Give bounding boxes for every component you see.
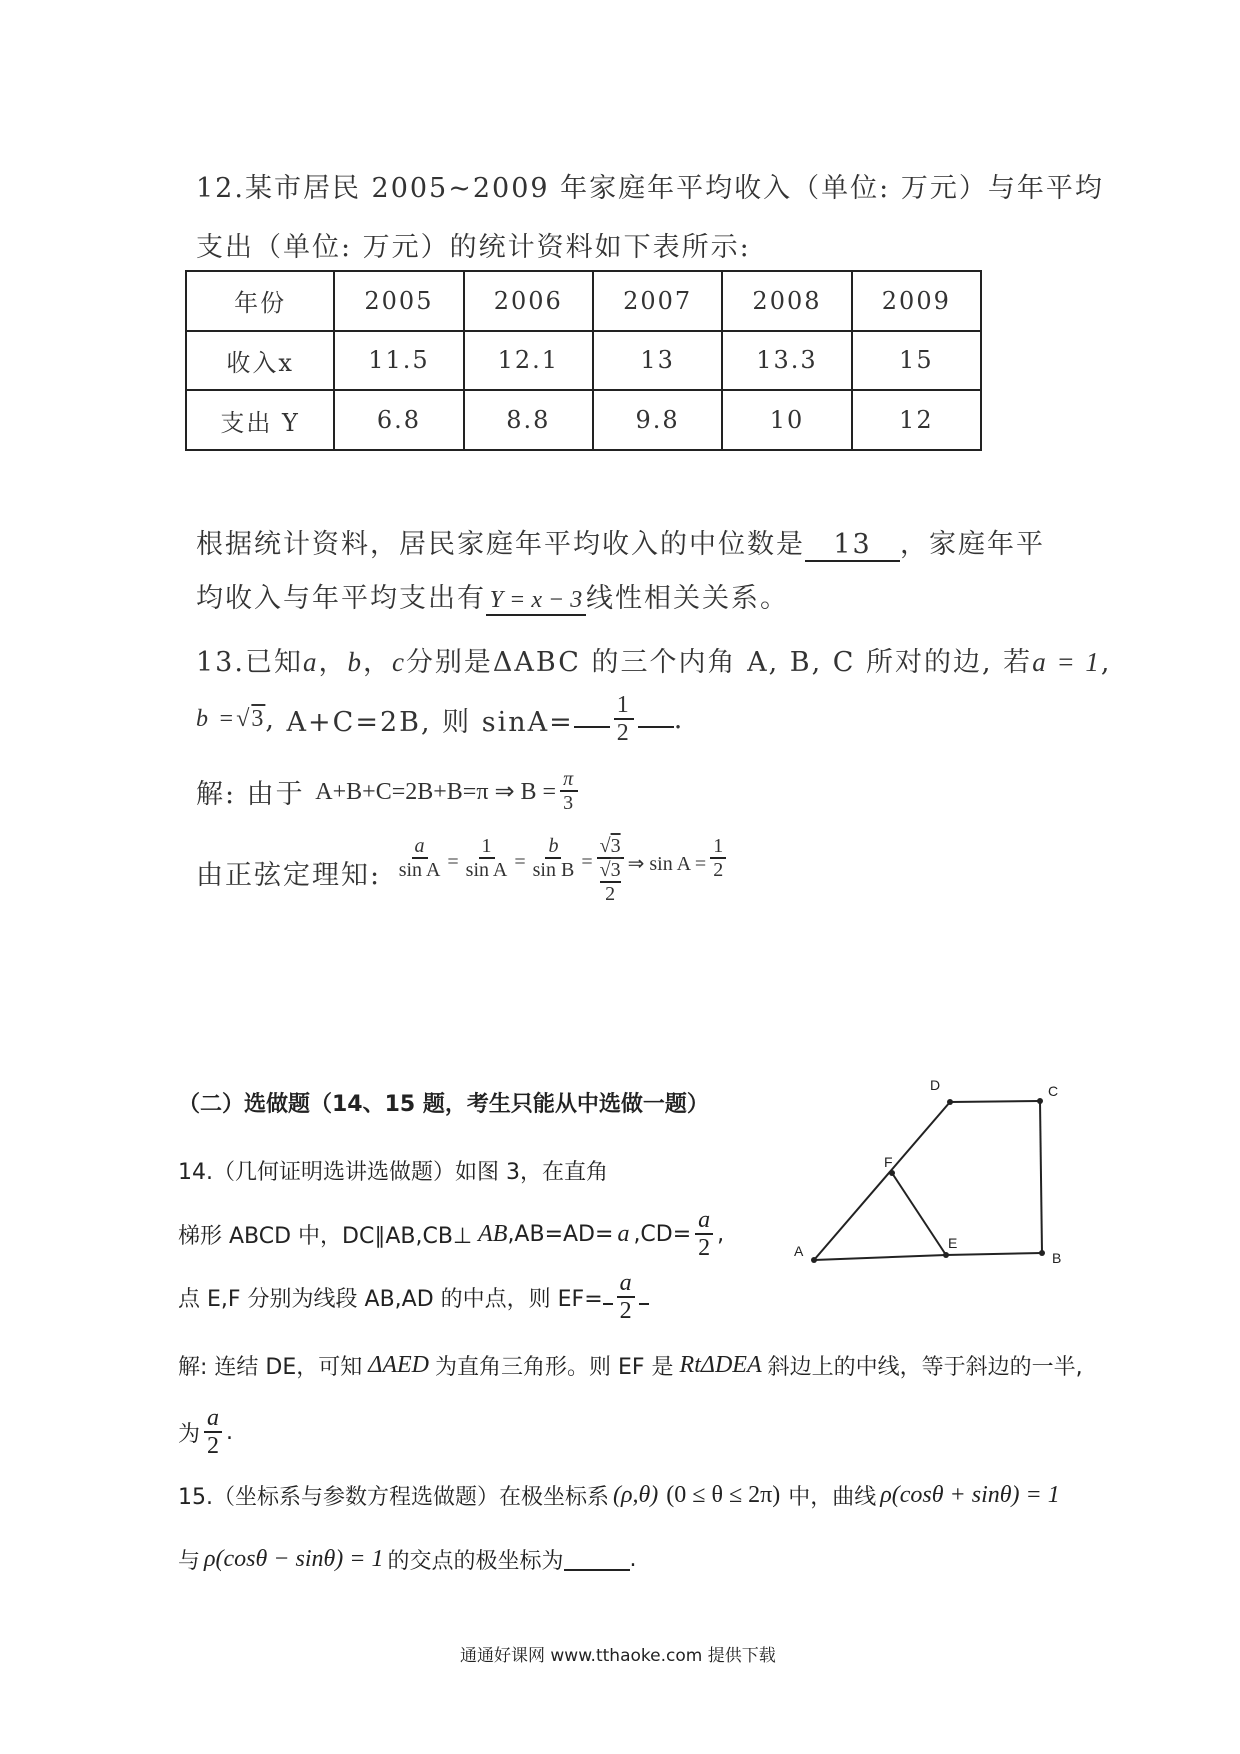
frac-num: a xyxy=(695,1207,713,1235)
q15-line1 xyxy=(178,1480,1060,1511)
q15-range: (0 ≤ θ ≤ 2π) xyxy=(666,1482,781,1508)
table-cell: 收入x xyxy=(186,331,334,391)
table-cell: 9.8 xyxy=(593,390,722,450)
label-e: E xyxy=(948,1235,958,1251)
table-cell: 2006 xyxy=(464,271,593,331)
q15-coord: (ρ,θ) xyxy=(613,1482,659,1508)
table-cell: 8.8 xyxy=(464,390,593,450)
cd-a-over-2 xyxy=(695,1207,713,1262)
q14-wei: 为 xyxy=(178,1421,201,1447)
table-cell: 12 xyxy=(852,390,981,450)
q14-a: a xyxy=(617,1220,630,1247)
frac-1-sina xyxy=(463,835,511,881)
frac-den: 2 xyxy=(619,1298,632,1325)
q12-answer-prefix: 根据统计资料，居民家庭年平均收入的中位数是 xyxy=(196,529,805,560)
q13-sol-expr: A+B+C=2B+B=π ⇒ B = xyxy=(315,778,557,805)
table-cell: 15 xyxy=(852,331,981,391)
frac-den: 3 xyxy=(563,792,576,814)
q12-answer2-prefix: 均收入与年平均支出有 xyxy=(196,583,486,614)
frac-den: sin A xyxy=(465,859,508,881)
label-a: A xyxy=(794,1243,804,1259)
q14-rt: RtΔDEA xyxy=(679,1352,762,1378)
table-cell: 年份 xyxy=(186,271,334,331)
table-cell: 12.1 xyxy=(464,331,593,391)
optional-title: （二）选做题（14、15 题，考生只能从中选做一题） xyxy=(178,1092,709,1117)
q15-prefix: 15.（坐标系与参数方程选做题）在极坐标系 xyxy=(178,1485,609,1510)
q12-line1: 12.某市居民 2005~2009 年家庭年平均收入（单位: 万元）与年平均 xyxy=(196,173,1104,204)
q13-line2: b = √3 , A+C=2B, 则 sinA= $\frac{1}{2}$ . xyxy=(196,692,685,747)
frac-a-sina xyxy=(396,835,444,881)
frac-den: sin A xyxy=(398,859,441,881)
frac-num: π xyxy=(560,768,578,792)
label-b: B xyxy=(1052,1250,1062,1266)
frac-num: a xyxy=(617,1270,635,1298)
table-cell: 10 xyxy=(722,390,851,450)
trapezoid-figure xyxy=(790,1070,1080,1270)
table-row-expense xyxy=(186,390,981,450)
sina-eq: ⇒ sin A = xyxy=(627,853,707,875)
regression-answer: Y = x − 3 xyxy=(486,587,586,616)
q13-mid: 分别是ΔABC 的三个内角 A, B, C 所对的边, 若 xyxy=(405,647,1033,678)
curve1: ρ(cosθ + sinθ) = 1 xyxy=(880,1482,1060,1508)
q14-sol-suffix: 斜边上的中线，等于斜边的一半, xyxy=(767,1355,1083,1380)
var-c: c xyxy=(391,647,406,677)
frac-sqrt3-over-sqrt3-2: √3 √3 2 xyxy=(597,835,624,905)
q14-solution xyxy=(178,1350,1083,1381)
table-cell: 11.5 xyxy=(334,331,463,391)
q13-line1: 13.已知a，b，c分别是ΔABC 的三个内角 A, B, C 所对的边, 若a = 1, xyxy=(196,647,1112,678)
table-cell: 2007 xyxy=(593,271,722,331)
q13-prefix: 13.已知 xyxy=(196,647,303,678)
table-row-income xyxy=(186,331,981,391)
frac-den: 2 xyxy=(207,1433,220,1460)
median-answer: 13 xyxy=(805,529,900,562)
q14-line2-mid: ,AB=AD= xyxy=(507,1221,614,1247)
sqrt3: 3 xyxy=(251,705,266,732)
q14-line2: 梯形 ABCD 中，DC∥AB,CB⊥ AB ,AB=AD= a ,CD= $\frac{a}{2}$ , xyxy=(178,1207,725,1262)
q14-line3 xyxy=(178,1270,649,1325)
label-d: D xyxy=(930,1077,941,1093)
frac-den: sin B xyxy=(532,859,575,881)
q12-answer-suffix: ，家庭年平 xyxy=(900,529,1045,560)
cond-b: b = xyxy=(196,705,237,732)
label-c: C xyxy=(1048,1083,1059,1099)
q13-solution-line2: 由正弦定理知: $\frac{a}{\text{sin A}}$ = $\frac{1}{\text{sin A}}$ = $\frac{b}{\text{sin B}}$ = √3 √3 2 ⇒ sin A = $\frac{1}{2}$ xyxy=(196,835,730,905)
label-f: F xyxy=(884,1154,893,1170)
table-row-year xyxy=(186,271,981,331)
footer-text: 通通好课网 www.tthaoke.com 提供下载 xyxy=(460,1646,776,1666)
frac-1-2 xyxy=(710,835,726,881)
table-cell: 13.3 xyxy=(722,331,851,391)
q12-answer2-suffix: 线性相关关系。 xyxy=(586,583,789,614)
q14-aed: ΔAED xyxy=(368,1352,429,1378)
table-cell: 6.8 xyxy=(334,390,463,450)
q15-end: . xyxy=(629,1547,637,1572)
frac-den: 2 xyxy=(616,720,631,747)
frac-num: a xyxy=(204,1405,222,1433)
q15-line2 xyxy=(178,1544,637,1575)
q12-answer-line2 xyxy=(196,576,789,616)
q14-line3-prefix: 点 E,F 分别为线段 AB,AD 的中点，则 EF= xyxy=(178,1286,603,1312)
frac-num: 1 xyxy=(479,835,495,859)
table-cell: 2005 xyxy=(334,271,463,331)
sqrt3: 3 xyxy=(610,835,621,857)
q14-solution-end xyxy=(178,1405,233,1460)
q14-line2-cd: ,CD= xyxy=(633,1221,692,1247)
table-cell: 13 xyxy=(593,331,722,391)
q14-line1: 14.（几何证明选讲选做题）如图 3，在直角 xyxy=(178,1160,608,1185)
q14-ab: AB xyxy=(478,1220,508,1247)
q14-sol-mid: 为直角三角形。则 EF 是 xyxy=(435,1355,674,1380)
ef-result xyxy=(204,1405,222,1460)
q13-sol-prefix: 解: 由于 xyxy=(196,778,305,810)
var-a: a xyxy=(302,647,319,677)
q15-line2-prefix: 与 xyxy=(178,1549,201,1574)
frac-den: 2 xyxy=(713,859,724,881)
law-prefix: 由正弦定理知: xyxy=(196,860,382,891)
table-cell: 2009 xyxy=(852,271,981,331)
frac-num: a xyxy=(412,835,428,859)
q15-line2-suffix: 的交点的极坐标为 xyxy=(387,1549,564,1574)
q14-line2-prefix: 梯形 ABCD 中，DC∥AB,CB⊥ xyxy=(178,1223,473,1249)
q14-sol-prefix: 解: 连结 DE，可知 xyxy=(178,1355,363,1380)
q15-mid: 中，曲线 xyxy=(788,1485,877,1510)
frac-num: b xyxy=(545,835,561,859)
frac-b-sinb xyxy=(530,835,578,881)
sqrt3: 3 xyxy=(610,859,621,881)
table-cell: 2008 xyxy=(722,271,851,331)
frac-den: 2 xyxy=(605,883,616,905)
q13-cond-rest: A+C=2B, 则 sinA= xyxy=(286,706,574,738)
table-cell: 支出 Y xyxy=(186,390,334,450)
q14-period: . xyxy=(226,1419,234,1445)
frac-den: 2 xyxy=(698,1235,711,1262)
frac-num: 1 xyxy=(614,692,634,720)
stats-table xyxy=(185,270,982,451)
frac-num: 1 xyxy=(710,835,726,859)
cond-a: a = 1 xyxy=(1032,647,1101,677)
ef-answer xyxy=(617,1270,635,1325)
answer-blank xyxy=(564,1549,630,1571)
q13-solution-line1 xyxy=(196,768,582,814)
pi-over-3 xyxy=(560,768,578,814)
q12-answer-line1 xyxy=(196,522,1045,562)
q12-line2: 支出（单位: 万元）的统计资料如下表所示: xyxy=(196,232,751,263)
sina-answer xyxy=(614,692,634,747)
var-b: b xyxy=(347,647,363,677)
curve2: ρ(cosθ − sinθ) = 1 xyxy=(204,1546,384,1572)
